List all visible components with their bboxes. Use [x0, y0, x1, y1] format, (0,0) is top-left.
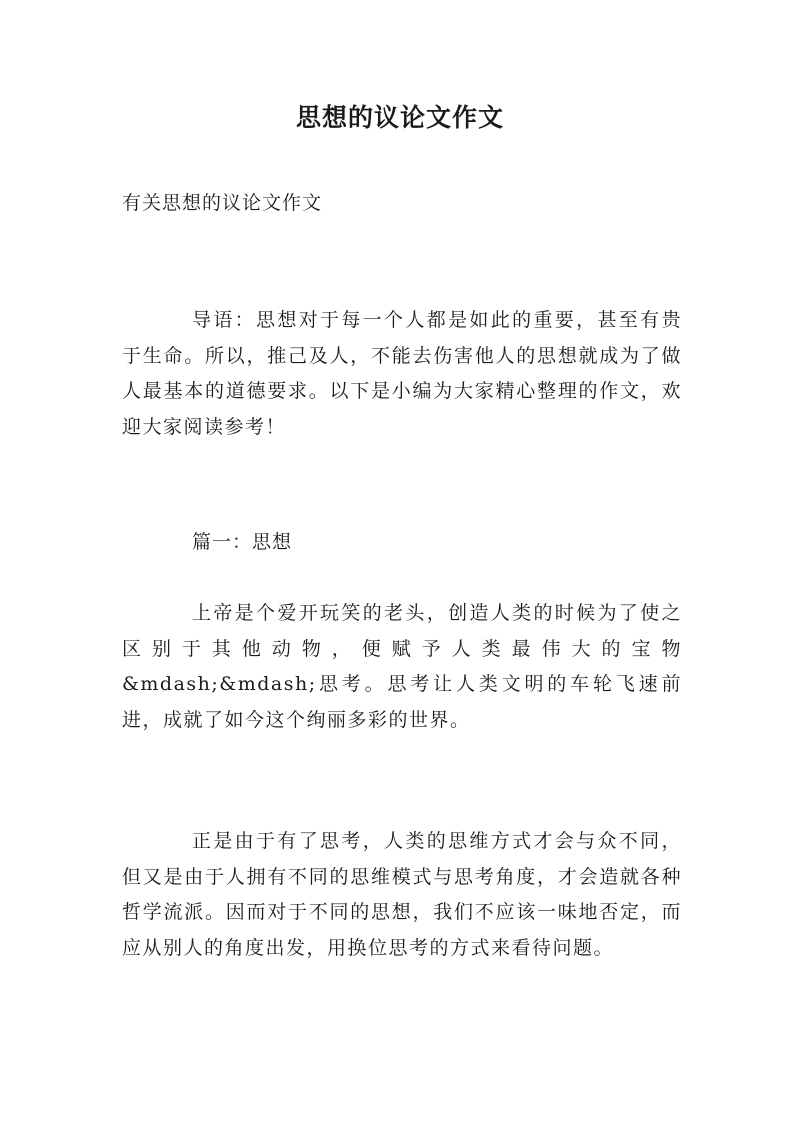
section-heading: 篇一：思想: [192, 531, 293, 553]
document-subtitle: 有关思想的议论文作文: [122, 192, 323, 214]
intro-paragraph: 导语：思想对于每一个人都是如此的重要，甚至有贵于生命。所以，推己及人，不能去伤害他人的思想就成为了做人最基本的道德要求。以下是小编为大家精心整理的作文，欢迎大家阅读参考！: [122, 309, 682, 438]
document-title: 思想的议论文作文: [295, 103, 504, 132]
body-paragraph-2: 正是由于有了思考，人类的思维方式才会与众不同，但又是由于人拥有不同的思维模式与思考角度，才会造就各种哲学流派。因而对于不同的思想，我们不应该一味地否定，而应从别人的角度出发，用换位思考的方式来看待问题。: [122, 830, 682, 959]
body-paragraph-1: 上帝是个爱开玩笑的老头，创造人类的时候为了使之区别于其他动物，便赋予人类最伟大的宝物&mdash;&mdash;思考。思考让人类文明的车轮飞速前进，成就了如今这个绚丽多彩的世界。: [122, 602, 682, 731]
